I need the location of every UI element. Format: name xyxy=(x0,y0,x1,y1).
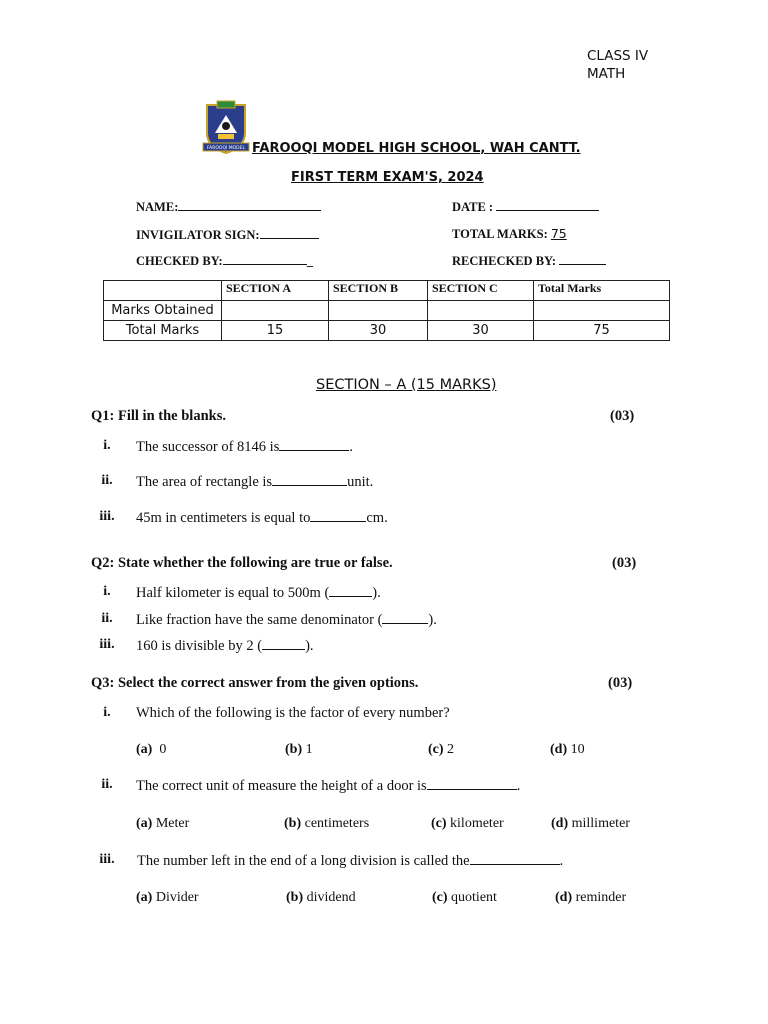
total-c: 30 xyxy=(428,321,534,341)
marks-obtained-label: Marks Obtained xyxy=(104,301,222,321)
option-value: dividend xyxy=(306,890,356,905)
item-text: Half kilometer is equal to 500m ( xyxy=(136,585,330,601)
school-name: FAROOQI MODEL HIGH SCHOOL, WAH CANTT. xyxy=(252,141,581,156)
invigilator-label: INVIGILATOR SIGN: xyxy=(136,228,260,242)
option-value: centimeters xyxy=(304,816,370,831)
answer-blank[interactable] xyxy=(470,852,560,865)
total-marks-value: 75 xyxy=(550,226,567,241)
item-number: i. xyxy=(103,584,111,599)
answer-blank[interactable] xyxy=(279,438,349,451)
option-key: (c) xyxy=(431,816,447,831)
item-number: iii. xyxy=(99,637,115,652)
item-suffix: ). xyxy=(372,585,381,601)
item-text: 45m in centimeters is equal to xyxy=(136,510,311,526)
item-text: The correct unit of measure the height of a door is xyxy=(136,778,427,794)
item-text: Which of the following is the factor of every number? xyxy=(136,705,450,721)
class-label: CLASS IV xyxy=(587,48,649,64)
option-a[interactable] xyxy=(136,742,166,758)
option-value: reminder xyxy=(575,890,627,905)
option-value: Meter xyxy=(155,816,190,831)
item-suffix: . xyxy=(559,853,564,869)
total-a: 15 xyxy=(222,321,329,341)
option-value: 2 xyxy=(447,742,455,757)
item-suffix: . xyxy=(516,778,521,794)
option-d[interactable] xyxy=(551,816,630,832)
option-key: (c) xyxy=(428,742,444,757)
name-label: NAME: xyxy=(136,200,179,214)
item-number: ii. xyxy=(101,777,113,792)
marks-obtained-a[interactable] xyxy=(222,301,329,321)
total-marks-row xyxy=(104,321,670,341)
item-number: ii. xyxy=(101,473,113,488)
option-value: quotient xyxy=(451,890,497,905)
checked-by-field[interactable] xyxy=(136,252,313,269)
option-key: (c) xyxy=(432,890,448,905)
q3-marks: (03) xyxy=(608,675,633,691)
total-marks-label: TOTAL MARKS: xyxy=(452,227,548,241)
item-number: ii. xyxy=(101,611,113,626)
item-text: The number left in the end of a long division is called the xyxy=(137,853,470,869)
option-key: (a) xyxy=(136,742,153,757)
option-c[interactable] xyxy=(432,890,497,906)
item-text: The successor of 8146 is xyxy=(136,439,280,455)
option-b[interactable] xyxy=(284,816,369,832)
item-text: 160 is divisible by 2 ( xyxy=(136,638,263,654)
option-d[interactable] xyxy=(555,890,626,906)
item-number: iii. xyxy=(99,509,115,524)
q2-marks: (03) xyxy=(612,555,637,571)
option-key: (d) xyxy=(555,890,573,905)
school-logo xyxy=(201,99,251,157)
date-field[interactable] xyxy=(452,198,599,215)
item-suffix: cm. xyxy=(366,510,388,526)
rechecked-by-label: RECHECKED BY: xyxy=(452,254,557,268)
marks-obtained-c[interactable] xyxy=(428,301,534,321)
table-corner-cell xyxy=(104,281,222,301)
invigilator-field[interactable] xyxy=(136,226,319,243)
marks-table xyxy=(103,280,670,341)
option-b[interactable] xyxy=(286,890,356,906)
option-b[interactable] xyxy=(285,742,313,758)
item-suffix: . xyxy=(349,439,353,455)
answer-blank[interactable] xyxy=(427,777,517,790)
header-section-c: SECTION C xyxy=(428,281,534,301)
date-label: DATE : xyxy=(452,200,494,214)
option-key: (d) xyxy=(550,742,568,757)
total-marks-row-label: Total Marks xyxy=(104,321,222,341)
option-c[interactable] xyxy=(428,742,454,758)
total-all: 75 xyxy=(534,321,670,341)
total-b: 30 xyxy=(329,321,428,341)
option-value: millimeter xyxy=(571,816,630,831)
item-number: i. xyxy=(103,705,111,720)
section-title: SECTION – A (15 MARKS) xyxy=(316,377,497,393)
q2-title: Q2: State whether the following are true or false. xyxy=(91,555,393,571)
option-key: (a) xyxy=(136,816,153,831)
answer-blank[interactable] xyxy=(382,611,428,624)
option-key: (a) xyxy=(136,890,153,905)
item-number: i. xyxy=(103,438,111,453)
answer-blank[interactable] xyxy=(272,473,347,486)
item-number: iii. xyxy=(99,852,115,867)
option-value: 1 xyxy=(305,742,313,757)
checked-by-tail: _ xyxy=(306,254,313,268)
item-suffix: ). xyxy=(428,612,437,628)
total-marks-field xyxy=(452,226,567,242)
option-value: Divider xyxy=(155,890,199,905)
header-section-a: SECTION A xyxy=(222,281,329,301)
answer-blank[interactable] xyxy=(262,637,305,650)
subject-label: MATH xyxy=(587,66,626,82)
header-total-marks: Total Marks xyxy=(534,281,670,301)
name-field[interactable] xyxy=(136,198,321,215)
svg-text:FAROOQI MODEL: FAROOQI MODEL xyxy=(206,146,246,151)
answer-blank[interactable] xyxy=(329,584,372,597)
option-key: (b) xyxy=(284,816,302,831)
option-a[interactable] xyxy=(136,890,199,906)
marks-table-header-row xyxy=(104,281,670,301)
header-section-b: SECTION B xyxy=(329,281,428,301)
q1-marks: (03) xyxy=(610,408,635,424)
marks-obtained-b[interactable] xyxy=(329,301,428,321)
option-key: (b) xyxy=(285,742,303,757)
answer-blank[interactable] xyxy=(310,509,366,522)
option-key: (d) xyxy=(551,816,569,831)
option-d[interactable] xyxy=(550,742,585,758)
option-value: 10 xyxy=(570,742,585,757)
checked-by-label: CHECKED BY: xyxy=(136,254,223,268)
marks-obtained-row xyxy=(104,301,670,321)
item-suffix: ). xyxy=(305,638,314,654)
item-text: Like fraction have the same denominator ( xyxy=(136,612,383,628)
option-key: (b) xyxy=(286,890,304,905)
item-text: The area of rectangle is xyxy=(136,474,273,490)
q1-title: Q1: Fill in the blanks. xyxy=(91,408,226,424)
option-value: 0 xyxy=(155,742,167,757)
option-a[interactable] xyxy=(136,816,189,832)
option-value: kilometer xyxy=(450,816,504,831)
item-suffix: unit. xyxy=(347,474,374,490)
option-c[interactable] xyxy=(431,816,504,832)
rechecked-by-field[interactable] xyxy=(452,252,606,269)
marks-obtained-total[interactable] xyxy=(534,301,670,321)
exam-title: FIRST TERM EXAM'S, 2024 xyxy=(291,170,484,185)
q3-title: Q3: Select the correct answer from the given options. xyxy=(91,675,419,691)
